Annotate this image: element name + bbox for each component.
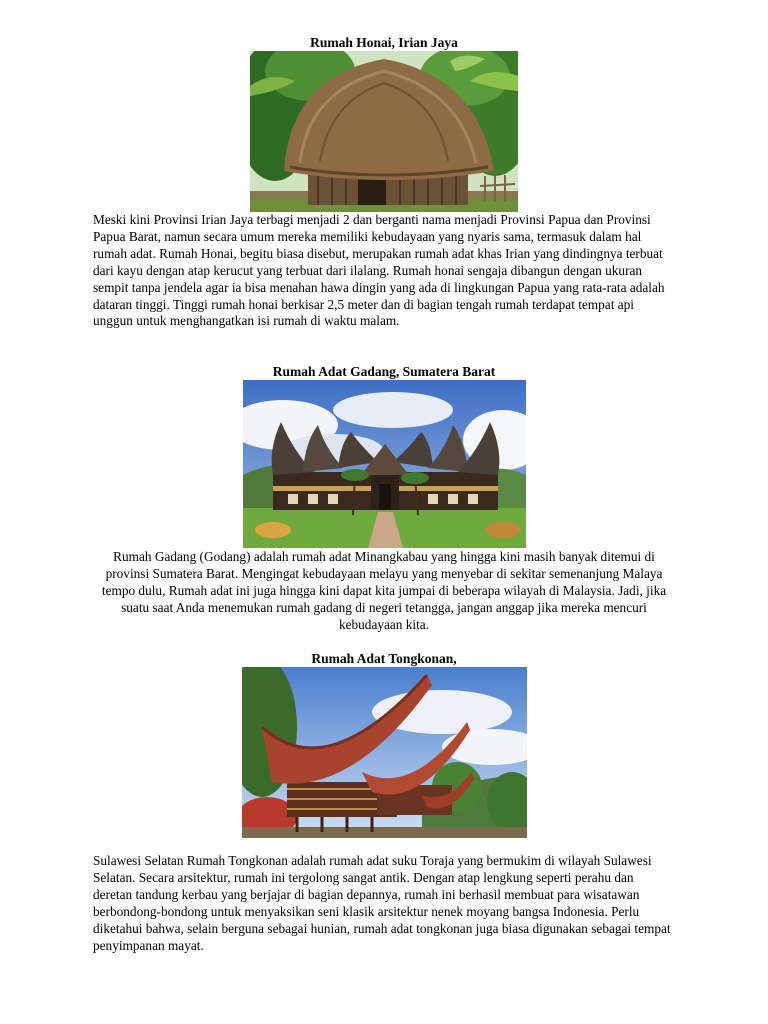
photo-rumah-gadang xyxy=(243,380,526,548)
photo-rumah-tongkonan xyxy=(242,667,527,838)
paragraph-tongkonan: Sulawesi Selatan Rumah Tongkonan adalah rumah adat suku Toraja yang bermukim di wilayah Sulawesi Selatan. Secara arsitektur, rumah ini tergolong sangat antik. Dengan atap lengkung seperti perahu dan deretan tandung kerbau yang berjajar di bagian depannya, rumah ini berhasil membuat para wisatawan berbondong-bondong untuk menyaksikan seni klasik arsitektur nenek moyang bangsa Indonesia. Perlu diketahui bahwa, selain berguna sebagai hunian, rumah adat tongkonan juga biasa digunakan sebagai tempat penyimpanan mayat. xyxy=(93,853,671,953)
paragraph-gadang: Rumah Gadang (Godang) adalah rumah adat Minangkabau yang hingga kini masih banyak ditemui di provinsi Sumatera Barat. Mengingat kebudayaan melayu yang menyebar di sekitar semenanjung Malaya tempo dulu, Rumah adat ini juga hingga kini dapat kita jumpai di beberapa wilayah di Malaysia. Jadi, jika suatu saat Anda menemukan rumah gadang di negeri tetangga, jangan anggap jika mereka mencuri kebudayaan kita. xyxy=(101,549,667,632)
paragraph-honai: Meski kini Provinsi Irian Jaya terbagi menjadi 2 dan berganti nama menjadi Provinsi Papua dan Provinsi Papua Barat, namun secara umum mereka memiliki kebudayaan yang nyaris sama, termasuk dalam hal rumah adat. Rumah Honai, begitu biasa disebut, merupakan rumah adat khas Irian yang dindingnya terbuat dari kayu dengan atap kerucut yang terbuat dari ilalang. Rumah honai sengaja dibangun dengan ukuran sempit tanpa jendela agar ia bisa menahan hawa dingin yang ada di lingkungan Papua yang rata-rata adalah dataran tinggi. Tinggi rumah honai berkisar 2,5 meter dan di bagian tengah rumah terdapat tempat api unggun untuk menghangatkan isi rumah di waktu malam. xyxy=(93,212,665,329)
heading-tongkonan: Rumah Adat Tongkonan, xyxy=(311,651,457,666)
heading-gadang: Rumah Adat Gadang, Sumatera Barat xyxy=(272,364,496,379)
heading-honai: Rumah Honai, Irian Jaya xyxy=(310,35,458,50)
photo-rumah-honai xyxy=(250,51,518,212)
